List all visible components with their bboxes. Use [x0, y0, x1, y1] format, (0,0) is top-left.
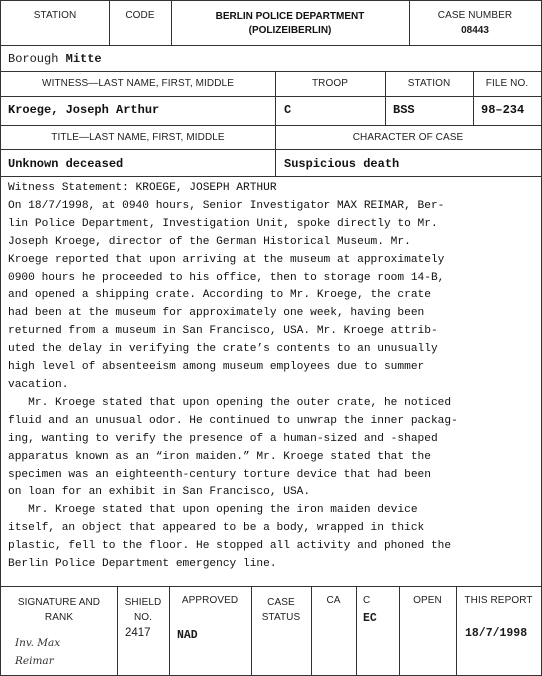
department-title	[171, 10, 409, 38]
borough-value: Mitte	[65, 52, 102, 66]
approved-value: NAD	[177, 629, 198, 642]
department-subtitle: (POLIZEIBERLIN)	[248, 25, 332, 36]
case-number-value: 08443	[461, 25, 489, 36]
open-label: OPEN	[413, 595, 442, 606]
case-status-label-line: STATUS	[261, 612, 301, 623]
statement-line: apparatus known as an “iron maiden.” Mr. Kroege stated that the	[8, 450, 431, 463]
code-header-label: CODE	[125, 10, 155, 21]
statement-line: uted the delay in verifying the crate’s contents to an unusually	[8, 343, 438, 356]
shield-no-label	[117, 595, 169, 625]
borough-label: Borough	[8, 52, 59, 66]
divider	[1, 125, 541, 126]
statement-line: returned from a museum in San Francisco, USA. Mr. Kroege attrib-	[8, 325, 438, 338]
this-report-date: 18/7/1998	[465, 627, 528, 640]
statement-line: specimen was an eighteenth-century torture device that had been	[8, 468, 431, 481]
witness-name-value: Kroege, Joseph Arthur	[8, 103, 160, 117]
statement-line: on loan for an exhibit in San Francisco, USA.	[8, 486, 311, 499]
this-report-label: THIS REPORT	[464, 595, 533, 606]
shield-no-value: 2417	[125, 627, 151, 639]
signature-line: Inv. Max	[15, 637, 61, 649]
statement-line: Joseph Kroege, director of the German Historical Museum. Mr.	[8, 235, 411, 248]
troop-label: TROOP	[311, 78, 349, 89]
statement-line: had been at the museum for approximately one week, having been	[8, 307, 425, 320]
divider	[1, 176, 541, 177]
divider	[1, 71, 541, 72]
ca-label: CA	[326, 595, 341, 606]
character-of-case-value: Suspicious death	[284, 157, 400, 171]
statement-line: On 18/7/1998, at 0940 hours, Senior Investigator MAX REIMAR, Ber-	[8, 199, 445, 212]
station-label: STATION	[407, 78, 451, 89]
shield-label-line: NO.	[133, 612, 153, 623]
title-label: TITLE—LAST NAME, FIRST, MIDDLE	[51, 132, 225, 143]
file-no-value: 98–234	[481, 103, 525, 117]
statement-line: Kroege reported that upon arriving at the museum at approximately	[8, 253, 445, 266]
divider	[1, 45, 541, 46]
statement-line: Mr. Kroege stated that upon opening the iron maiden device	[8, 504, 418, 517]
statement-line: Berlin Police Department emergency line.	[8, 558, 277, 571]
divider	[356, 586, 357, 675]
signature-label-line: SIGNATURE AND	[17, 597, 101, 608]
statement-line: ing, wanting to verify the presence of a human-sized and -shaped	[8, 432, 438, 445]
character-of-case-label: CHARACTER OF CASE	[352, 132, 464, 143]
troop-value: C	[284, 103, 292, 117]
statement-line: Mr. Kroege stated that upon opening the outer crate, he noticed	[8, 396, 452, 409]
station-header-label: STATION	[33, 10, 77, 21]
witness-label: WITNESS—LAST NAME, FIRST, MIDDLE	[42, 78, 234, 89]
borough-field	[8, 52, 102, 66]
statement-line: itself, an object that appeared to be a body, wrapped in thick	[8, 522, 425, 535]
case-number-label: CASE NUMBER	[437, 10, 513, 21]
divider	[1, 96, 541, 97]
statement-line: vacation.	[8, 378, 69, 391]
statement-line: Witness Statement: KROEGE, JOSEPH ARTHUR	[8, 182, 277, 194]
statement-line: lin Police Department, Investigation Unit, spoke directly to Mr.	[8, 217, 438, 230]
signature-line: Reimar	[15, 655, 54, 667]
divider	[109, 1, 110, 45]
statement-line: fluid and an unusual odor. He continued to unwrap the inner packag-	[8, 414, 458, 427]
statement-line: plastic, fell to the floor. He stopped all activity and phoned the	[8, 540, 452, 553]
statement-line: 0900 hours he proceeded to his office, then to storage room 14-B,	[8, 271, 445, 284]
file-no-label: FILE NO.	[485, 78, 529, 89]
department-name: BERLIN POLICE DEPARTMENT	[215, 11, 365, 22]
divider	[409, 1, 410, 45]
approved-label: APPROVED	[181, 595, 239, 606]
station-value: BSS	[393, 103, 415, 117]
witness-statement	[8, 180, 538, 574]
shield-label-line: SHIELD	[124, 597, 162, 608]
statement-line: high level of absenteeism among museum employees due to summer	[8, 361, 425, 374]
title-value: Unknown deceased	[8, 157, 124, 171]
signature-label-line: RANK	[44, 612, 74, 623]
handwritten-signature	[15, 634, 60, 670]
case-status-label	[251, 595, 311, 625]
divider	[1, 586, 541, 587]
c-value: EC	[363, 612, 377, 625]
divider	[1, 149, 541, 150]
statement-line: and opened a shipping crate. According to Mr. Kroege, the crate	[8, 289, 431, 302]
case-status-label-line: CASE	[267, 597, 295, 608]
signature-label	[1, 595, 117, 625]
c-label: C	[363, 595, 371, 606]
